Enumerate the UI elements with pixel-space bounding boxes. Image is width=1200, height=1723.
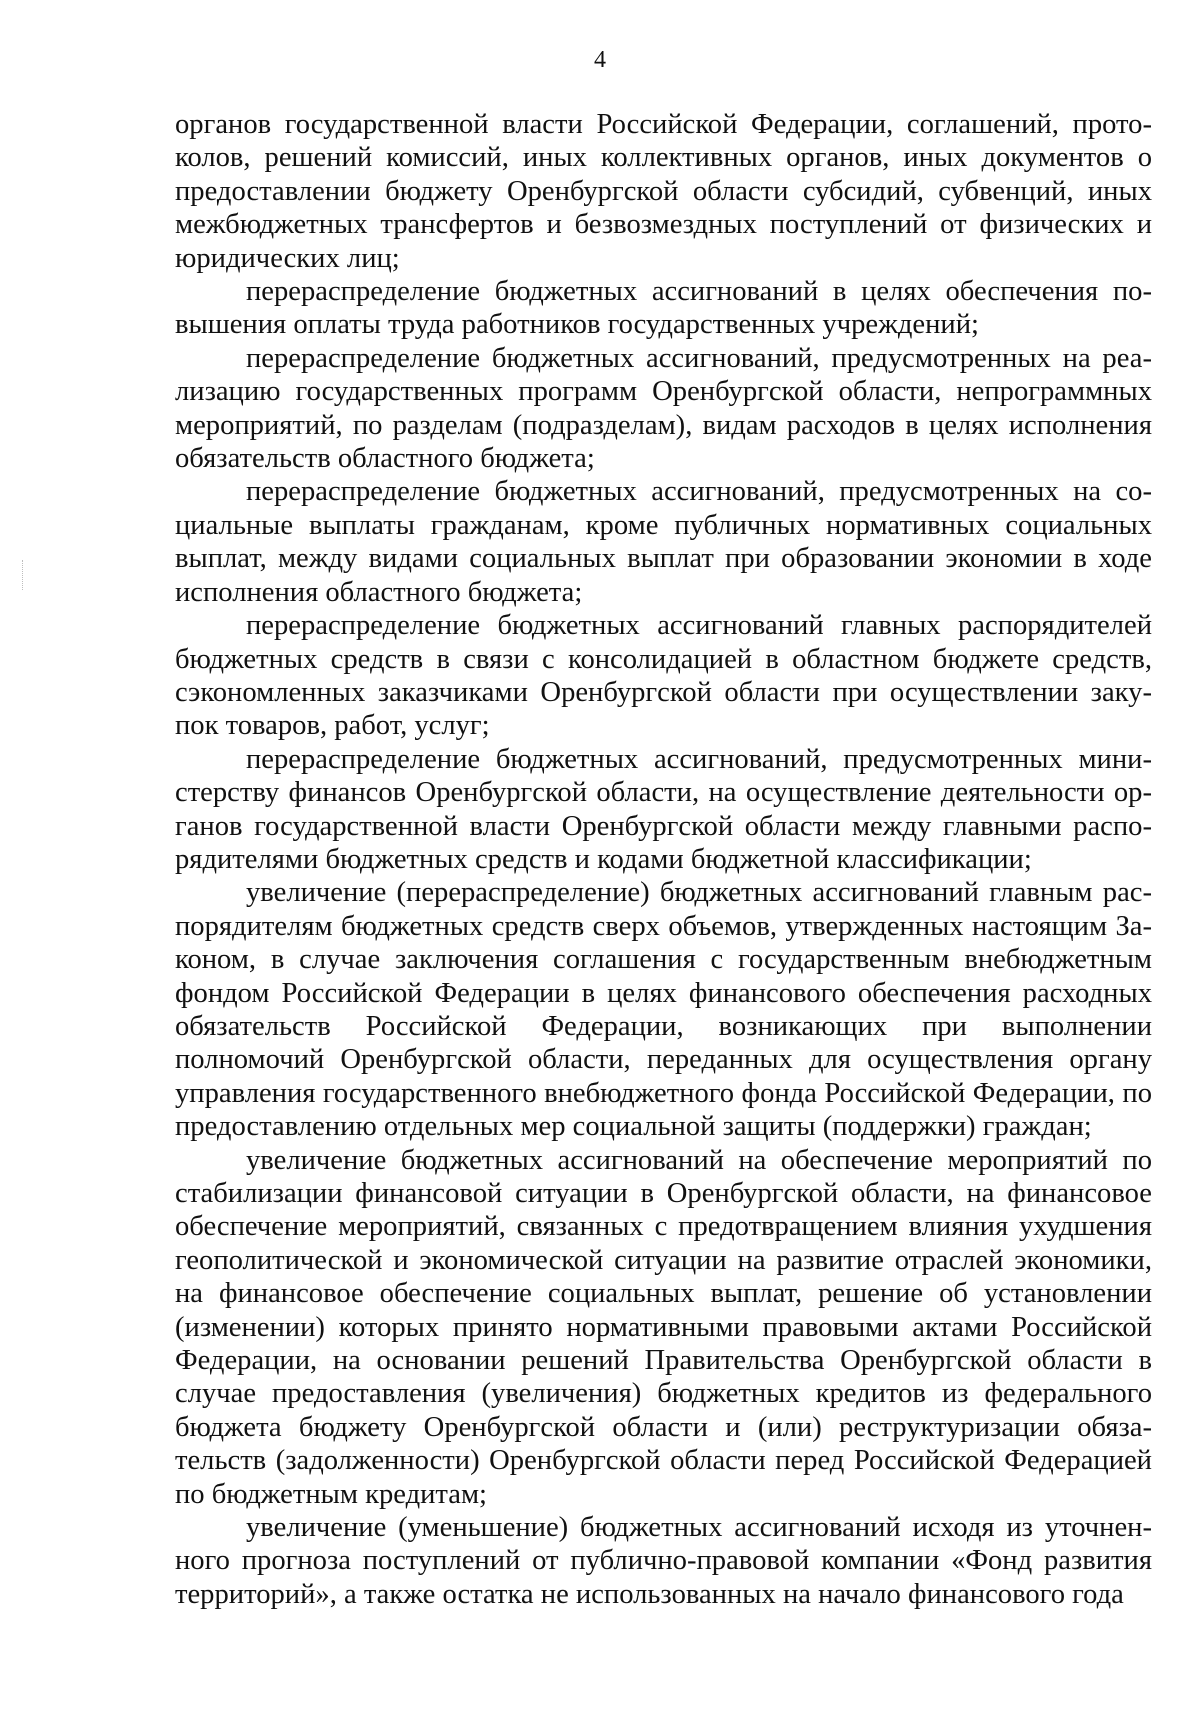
paragraph-4: перераспределение бюджетных ассигнований, предусмотренных на социальные выплаты гражданам, кроме публичных нормативных социальных выплат, между видами социальных выплат при образовании экономии в ходе исполнения областного бюджета;	[175, 476, 1152, 608]
paragraph-1: органов государственной власти Российской Федерации, соглашений, протоколов, решений комиссий, иных коллективных органов, иных документов о предоставлении бюджету Оренбургской области субсидий, субвенций, иных межбюджетных трансфертов и безвозмездных поступлений от физических и юридических лиц;	[175, 109, 1152, 274]
paragraph-5: перераспределение бюджетных ассигнований главных распорядителей бюджетных средств в связи с консолидацией в областном бюджете средств, сэкономленных заказчиками Оренбургской области при осуществлении закупок товаров, работ, услуг;	[175, 610, 1152, 742]
paragraph-9: увеличение (уменьшение) бюджетных ассигнований исходя из уточненного прогноза поступлений от публично-правовой компании «Фонд развития территорий», а также остатка не использованных на начало финансового года	[175, 1512, 1152, 1610]
paragraph-2: перераспределение бюджетных ассигнований в целях обеспечения повышения оплаты труда работников государственных учреждений;	[175, 276, 1152, 341]
paragraph-8: увеличение бюджетных ассигнований на обеспечение мероприятий по стабилизации финансовой ситуации в Оренбургской области, на финансовое обеспечение мероприятий, связанных с предотвращением влияния ухудшения геополитической и экономической ситуации на развитие отраслей экономики, на финансовое обеспечение социальных выплат, решение об установлении (изменении) которых принято нормативными правовыми актами Российской Федерации, на основании решений Правительства Оренбургской области в случае предоставления (увеличения) бюджетных кредитов из федерального бюджета бюджету Оренбургской области и (или) реструктуризации обязательств (задолженности) Оренбургской области перед Российской Федерацией по бюджетным кредитам;	[175, 1144, 1152, 1510]
paragraph-6: перераспределение бюджетных ассигнований, предусмотренных министерству финансов Оренбургской области, на осуществление деятельности органов государственной власти Оренбургской области между главными распорядителями бюджетных средств и кодами бюджетной классификации;	[175, 743, 1152, 875]
page-number: 4	[594, 47, 606, 73]
document-body	[175, 108, 1152, 1611]
scan-margin-mark	[22, 560, 25, 590]
paragraph-3: перераспределение бюджетных ассигнований, предусмотренных на реализацию государственных программ Оренбургской области, непрограммных мероприятий, по разделам (подразделам), видам расходов в целях исполнения обязательств областного бюджета;	[175, 342, 1152, 475]
paragraph-7: увеличение (перераспределение) бюджетных ассигнований главным распорядителям бюджетных средств сверх объемов, утвержденных настоящим Законом, в случае заключения соглашения с государственным внебюджетным фондом Российской Федерации в целях финансового обеспечения расходных обязательств Российской Федерации, возникающих при выполнении полномочий Оренбургской области, переданных для осуществления органу управления государственного внебюджетного фонда Российской Федерации, по предоставлению отдельных мер социальной защиты (поддержки) граждан;	[175, 877, 1152, 1143]
